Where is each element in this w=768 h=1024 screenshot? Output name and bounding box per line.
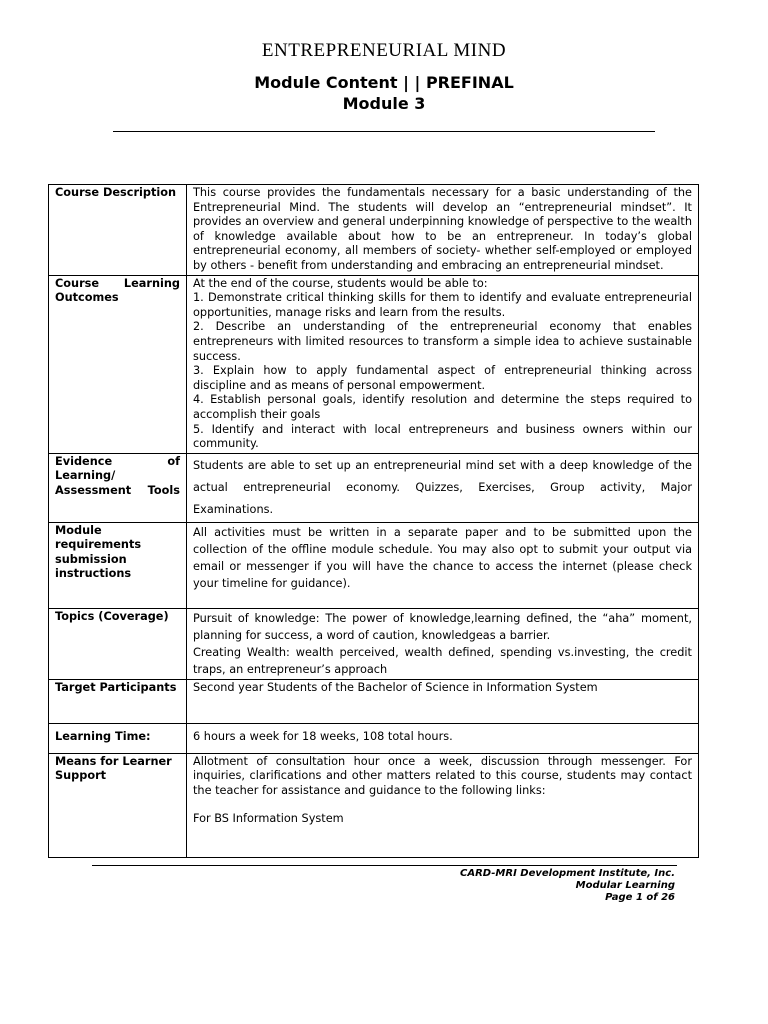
row-label-course-description: Course Description bbox=[49, 185, 187, 276]
support-link-label: For BS Information System bbox=[193, 812, 344, 826]
table-row bbox=[49, 753, 699, 857]
course-description-text: This course provides the fundamentals necessary for a basic understanding of the Entrepreneurial Mind. The students will develop an “entrepreneurial mindset”. It provides an overview and general underpinning knowledge of perspective to the wealth of knowledge available about how to be an entrepreneur. In today’s global entrepreneurial economy, all members of society- whether self-employed or employed by others - benefit from understanding and embracing an entrepreneurial mindset. bbox=[187, 185, 699, 276]
row-label-requirements: Module requirements submission instructions bbox=[49, 522, 187, 608]
requirements-text: All activities must be written in a separate paper and to be submitted upon the collection of the offline module schedule. You may also opt to submit your output via email or messenger if you will have the chance to access the internet (please check your timeline for guidance). bbox=[187, 522, 699, 608]
row-label-target: Target Participants bbox=[49, 679, 187, 723]
header-divider bbox=[113, 131, 655, 132]
module-content-heading: Module Content | | PREFINAL bbox=[254, 73, 514, 92]
table-row bbox=[49, 608, 699, 679]
row-label-topics: Topics (Coverage) bbox=[49, 608, 187, 679]
list-item: 1. Demonstrate critical thinking skills for them to identify and evaluate entrepreneurial opportunities, manage risks and learn from the results. bbox=[193, 291, 692, 319]
row-label-learning-time: Learning Time: bbox=[49, 723, 187, 753]
learning-outcomes-intro: At the end of the course, students would be able to: bbox=[193, 276, 488, 290]
row-label-learning-outcomes: Course Learning Outcomes bbox=[49, 275, 187, 453]
page-footer bbox=[460, 868, 675, 904]
list-item: 5. Identify and interact with local entrepreneurs and business owners within our community. bbox=[193, 422, 692, 451]
table-row bbox=[49, 522, 699, 608]
table-row bbox=[49, 453, 699, 522]
learning-outcomes-cell bbox=[187, 275, 699, 453]
module-info-table bbox=[48, 184, 699, 858]
table-row bbox=[49, 185, 699, 276]
topics-line-wealth: Creating Wealth: wealth perceived, wealth defined, spending vs.investing, the credit traps, an entrepreneur’s approach bbox=[193, 645, 692, 676]
topics-line-knowledge: Pursuit of knowledge: The power of knowledge,learning defined, the “aha” moment, planning for success, a word of caution, knowledgeas a barrier. bbox=[193, 611, 692, 642]
learning-time-text: 6 hours a week for 18 weeks, 108 total hours. bbox=[187, 723, 699, 753]
table-row bbox=[49, 679, 699, 723]
footer-program: Modular Learning bbox=[575, 880, 675, 891]
support-text: Allotment of consultation hour once a week, discussion through messenger. For inquiries, clarifications and other matters related to this course, students may contact the teacher for assistance and guidance to the following links: bbox=[193, 754, 692, 797]
topics-cell bbox=[187, 608, 699, 679]
evidence-text: Students are able to set up an entrepreneurial mind set with a deep knowledge of the actual entrepreneurial economy. Quizzes, Exercises, Group activity, Major Examinations. bbox=[187, 453, 699, 522]
document-title: ENTREPRENEURIAL MIND bbox=[261, 40, 507, 61]
list-item: 2. Describe an understanding of the entrepreneurial economy that enables entrepreneurs with limited resources to transform a simple idea to achieve sustainable success. bbox=[193, 320, 692, 363]
row-label-evidence: Evidence of Learning/ Assessment Tools bbox=[49, 453, 187, 522]
support-cell bbox=[187, 753, 699, 857]
table-row bbox=[49, 275, 699, 453]
module-number-heading: Module 3 bbox=[342, 94, 426, 113]
target-text: Second year Students of the Bachelor of Science in Information System bbox=[187, 679, 699, 723]
footer-org: CARD-MRI Development Institute, Inc. bbox=[460, 868, 675, 879]
table-row bbox=[49, 723, 699, 753]
page-number: Page 1 of 26 bbox=[605, 892, 675, 903]
row-label-support: Means for Learner Support bbox=[49, 753, 187, 857]
list-item: 4. Establish personal goals, identify resolution and determine the steps required to accomplish their goals bbox=[193, 393, 692, 421]
list-item: 3. Explain how to apply fundamental aspect of entrepreneurial thinking across discipline and as means of personal empowerment. bbox=[193, 364, 692, 392]
footer-divider bbox=[92, 865, 677, 866]
